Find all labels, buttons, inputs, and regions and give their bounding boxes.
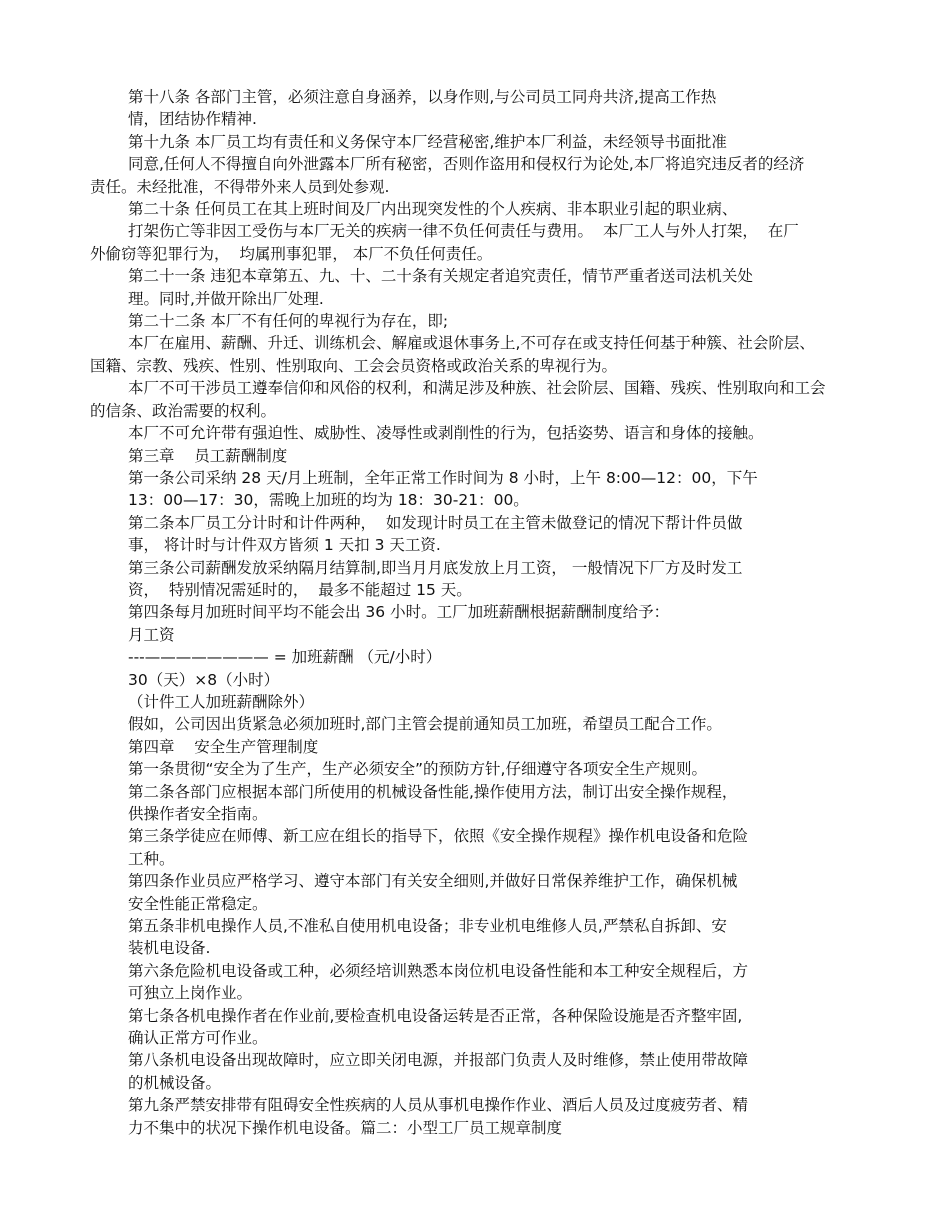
text-line: 13：00—17：30，需晚上加班的均为 18：30-21：00。 xyxy=(128,491,529,510)
text-line: 第三条公司薪酬发放采纳隔月结算制,即当月月底发放上月工资， 一般情况下厂方及时发工 xyxy=(128,558,743,577)
text-line: 理。同时,并做开除出厂处理. xyxy=(128,289,324,308)
text-line: 本厂不可允许带有强迫性、威胁性、凌辱性或剥削性的行为，包括姿势、语言和身体的接触。 xyxy=(128,424,764,443)
text-line: 第九条严禁安排带有阻碍安全性疾病的人员从事机电操作作业、酒后人员及过度疲劳者、精 xyxy=(128,1096,749,1115)
text-line: 第十八条 各部门主管，必须注意自身涵养，以身作则,与公司员工同舟共济,提高工作热 xyxy=(128,88,717,106)
text-line: 事， 将计时与计件双方皆须 1 天扣 3 天工资. xyxy=(128,536,441,555)
text-line: 工种。 xyxy=(128,849,175,868)
text-line: 可独立上岗作业。 xyxy=(128,984,253,1003)
text-line: 第十九条 本厂员工均有责任和义务保守本厂经营秘密,维护本厂利益，未经领导书面批准 xyxy=(128,132,727,151)
text-line: 第四条每月加班时间平均不能会出 36 小时。工厂加班薪酬根据薪酬制度给予： xyxy=(128,603,670,622)
text-line: 月工资 xyxy=(128,625,175,644)
text-line: 第一条贯彻“安全为了生产，生产必须安全”的预防方针,仔细遵守各项安全生产规则。 xyxy=(128,760,707,779)
text-line: 的机械设备。 xyxy=(128,1073,222,1092)
text-line: 第三条学徒应在师傅、新工应在组长的指导下，依照《安全操作规程》操作机电设备和危险 xyxy=(128,827,749,846)
text-line: 30（天）×8（小时） xyxy=(128,670,280,689)
text-line: 责任。未经批准，不得带外来人员到处参观. xyxy=(90,177,390,196)
text-line: 第五条非机电操作人员,不准私自使用机电设备；非专业机电维修人员,严禁私自拆卸、安 xyxy=(128,917,727,936)
text-line: ---———————— = 加班薪酬 （元/小时） xyxy=(128,648,442,667)
text-line: 第二条各部门应根据本部门所使用的机械设备性能,操作使用方法，制订出安全操作规程， xyxy=(128,782,738,801)
text-line: 第六条危险机电设备或工种，必须经培训熟悉本岗位机电设备性能和本工种安全规程后，方 xyxy=(128,961,749,980)
text-line: 第七条各机电操作者在作业前,要检查机电设备运转是否正常，各种保险设施是否齐整牢固, xyxy=(128,1006,743,1025)
text-line: 的信条、政治需要的权利。 xyxy=(90,401,277,420)
text-line: 装机电设备. xyxy=(128,939,211,958)
text-line: 本厂在雇用、薪酬、升迁、训练机会、解雇或退休事务上,不可存在或支持任何基于种簇、社会阶层、 xyxy=(128,334,815,353)
text-line: 确认正常方可作业。 xyxy=(128,1029,268,1048)
text-line: 第二十二条 本厂不有任何的卑视行为存在，即; xyxy=(128,312,449,331)
text-line: 第八条机电设备出现故障时，应立即关闭电源，并报部门负责人及时维修，禁止使用带故障 xyxy=(128,1051,749,1070)
text-line: 力不集中的状况下操作机电设备。篇二：小型工厂员工规章制度 xyxy=(128,1118,563,1137)
text-line: 假如，公司因出货紧急必须加班时,部门主管会提前通知员工加班，希望员工配合工作。 xyxy=(128,715,722,734)
text-line: 资， 特别情况需延时的， 最多不能超过 15 天。 xyxy=(128,580,472,599)
text-line: 第四章 安全生产管理制度 xyxy=(128,737,319,756)
text-line: 第二条本厂员工分计时和计件两种， 如发现计时员工在主管未做登记的情况下帮计件员做 xyxy=(128,513,743,532)
text-line: 外偷窃等犯罪行为， 均属刑事犯罪， 本厂不负任何责任。 xyxy=(90,244,493,263)
text-line: 第三章 员工薪酬制度 xyxy=(128,446,288,465)
text-line: 安全性能正常稳定。 xyxy=(128,894,268,913)
text-line: 供操作者安全指南。 xyxy=(128,805,268,823)
text-line: 打架伤亡等非因工受伤与本厂无关的疾病一律不负任何责任与费用。 本厂工人与外人打架， 在厂 xyxy=(128,222,799,241)
text-line: 情，团结协作精神. xyxy=(128,110,257,129)
text-line: 本厂不可干涉员工遵奉信仰和风俗的权利，和满足涉及种族、社会阶层、国籍、残疾、性别取向和工会 xyxy=(128,379,826,398)
text-line: 国籍、宗教、残疾、性别、性别取向、工会会员资格或政治关系的卑视行为。 xyxy=(90,356,618,375)
text-line: 第一条公司采纳 28 天/月上班制，全年正常工作时间为 8 小时，上午 8:00—12：00，下午 xyxy=(128,468,758,487)
text-line: 第四条作业员应严格学习、遵守本部门有关安全细则,并做好日常保养维护工作，确保机械 xyxy=(128,872,738,891)
text-line: （计件工人加班薪酬除外） xyxy=(128,692,315,711)
text-line: 同意,任何人不得擅自向外泄露本厂所有秘密，否则作盗用和侵权行为论处,本厂将追究违反者的经济 xyxy=(128,155,805,174)
text-line: 第二十条 任何员工在其上班时间及厂内出现突发性的个人疾病、非本职业引起的职业病、 xyxy=(128,200,738,219)
text-line: 第二十一条 违犯本章第五、九、十、二十条有关规定者追究责任，情节严重者送司法机关处 xyxy=(128,267,753,286)
